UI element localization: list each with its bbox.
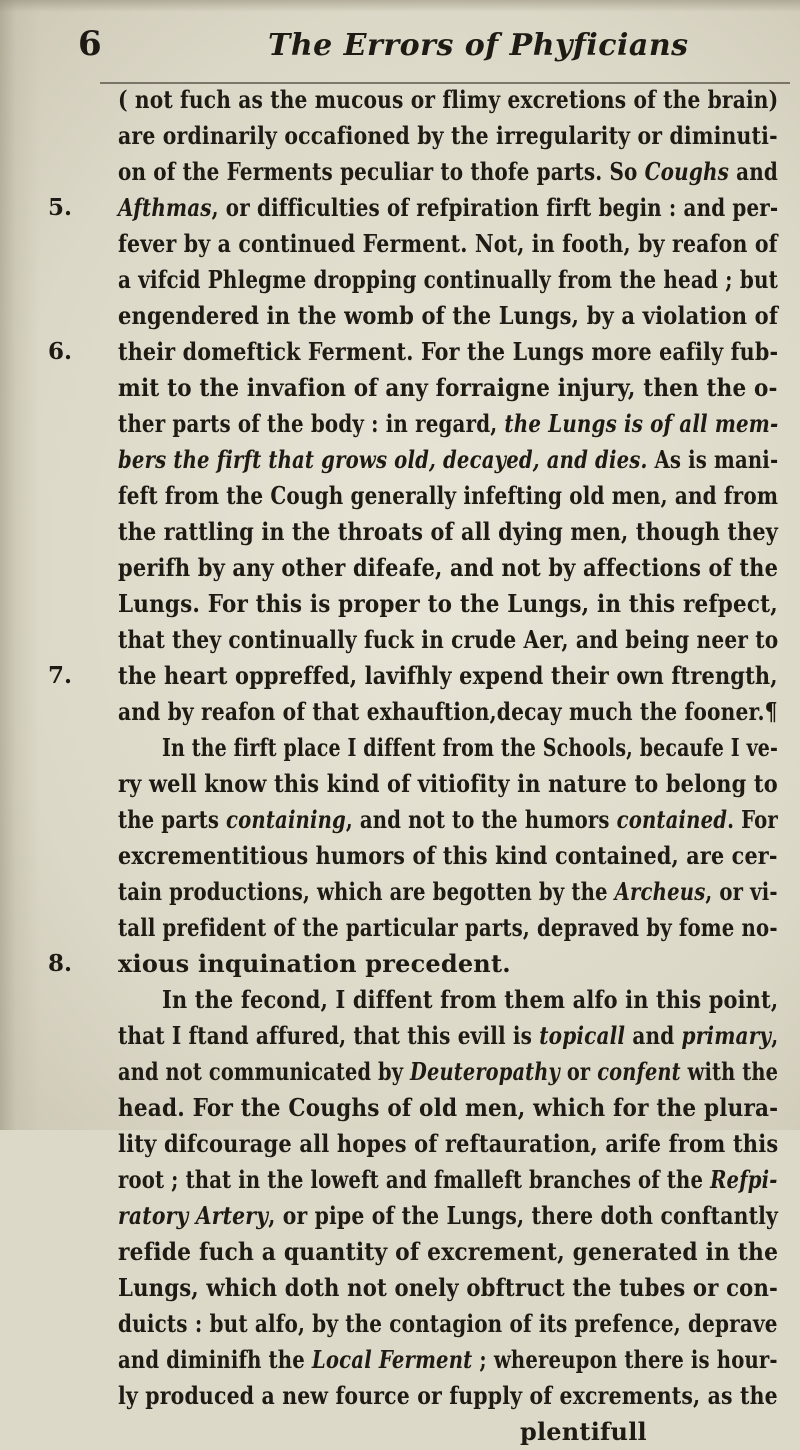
text-run: that I ftand affured, that this evill is: [118, 1021, 540, 1050]
italic-text: ratory Artery: [118, 1201, 269, 1230]
text-line: [118, 1162, 778, 1198]
text-run: lity difcourage all hopes of reftauration, arife from this: [118, 1129, 779, 1158]
text-run: tain productions, which are begotten by the: [118, 877, 615, 906]
text-line: [118, 154, 778, 190]
text-line: [118, 1090, 778, 1126]
text-run: and by reafon of that exhauftion,decay much the fooner.¶: [118, 697, 778, 726]
margin-number: 5.: [48, 194, 73, 221]
text-line: [118, 622, 778, 658]
italic-text: the Lungs is of all mem-: [504, 409, 779, 438]
text-run: and not communicated by: [118, 1057, 411, 1086]
text-run: or: [559, 1057, 598, 1086]
text-run: plentifull: [520, 1417, 647, 1446]
italic-text: contained: [616, 805, 728, 834]
text-line: [118, 82, 778, 118]
text-run: Lungs. For this is proper to the Lungs, in this refpect,: [118, 589, 778, 618]
text-line: [118, 262, 778, 298]
text-line: [118, 802, 778, 838]
text-line: [118, 1054, 778, 1090]
text-run: In the firft place I diffent from the Schools, becaufe I ve-: [162, 733, 779, 762]
italic-text: Coughs: [644, 157, 730, 186]
text-run: root ; that in the loweft and fmalleft branches of the: [118, 1165, 711, 1194]
text-run: , or pipe of the Lungs, there doth conftantly: [268, 1201, 779, 1230]
page-top-shadow: [0, 0, 800, 12]
text-run: ( not fuch as the mucous or flimy excretions of the brain): [118, 85, 779, 114]
text-run: head. For the Coughs of old men, which for the plura-: [118, 1093, 779, 1122]
italic-text: topicall: [539, 1021, 626, 1050]
italic-text: Local Ferment: [311, 1345, 473, 1374]
text-line: [118, 1306, 778, 1342]
text-line: [118, 550, 778, 586]
text-run: , or difficulties of refpiration firft begin : and per-: [211, 193, 779, 222]
text-line: [118, 1270, 778, 1306]
text-line: [118, 406, 778, 442]
text-line: [162, 982, 778, 1018]
text-run: engendered in the womb of the Lungs, by a violation of: [118, 301, 779, 330]
text-run: duicts : but alfo, by the contagion of its prefence, deprave: [118, 1309, 778, 1338]
text-run: are ordinarily occafioned by the irregularity or diminuti-: [118, 121, 778, 150]
text-run: on of the Ferments peculiar to thofe parts. So: [118, 157, 645, 186]
text-run: . For: [727, 805, 778, 834]
text-run: ; whereupon there is hour-: [472, 1345, 778, 1374]
text-line: [118, 442, 778, 478]
text-line: [118, 334, 778, 370]
margin-number: 7.: [48, 662, 73, 689]
text-run: and diminifh the: [118, 1345, 312, 1374]
text-line: [118, 1378, 778, 1414]
text-line: [118, 1018, 778, 1054]
italic-text: primary: [681, 1021, 772, 1050]
text-run: fever by a continued Ferment. Not, in footh, by reafon of: [118, 229, 778, 258]
text-run: , and not to the humors: [345, 805, 617, 834]
margin-number: 8.: [48, 950, 73, 977]
text-line: [118, 874, 778, 910]
text-run: Lungs, which doth not onely obftruct the tubes or con-: [118, 1273, 778, 1302]
text-line: [118, 118, 778, 154]
italic-text: Deuteropathy: [410, 1057, 560, 1086]
text-run: the heart oppreffed, lavifhly expend their own ftrength,: [118, 661, 778, 690]
text-line: [118, 838, 778, 874]
text-run: In the fecond, I diffent from them alfo in this point,: [162, 985, 779, 1014]
text-line: [118, 478, 778, 514]
text-run: the parts: [118, 805, 227, 834]
italic-text: Archeus: [614, 877, 706, 906]
text-line: [118, 766, 778, 802]
text-line: [118, 1198, 778, 1234]
italic-text: containing: [226, 805, 346, 834]
text-line: [118, 658, 778, 694]
text-line: [118, 226, 778, 262]
text-line: [118, 514, 778, 550]
text-run: the rattling in the throats of all dying men, though they: [118, 517, 778, 546]
text-run: ry well know this kind of vitiofity in nature to belong to: [118, 769, 778, 798]
text-run: and: [625, 1021, 682, 1050]
text-run: tall prefident of the particular parts, depraved by fome no-: [118, 913, 778, 942]
text-line: [118, 298, 778, 334]
text-run: a vifcid Phlegme dropping continually from the head ; but: [118, 265, 778, 294]
page-header: [0, 22, 800, 82]
text-line: [118, 1126, 778, 1162]
italic-text: Refpi-: [710, 1165, 778, 1194]
text-run: xious inquination precedent.: [118, 949, 511, 978]
text-line: [118, 910, 778, 946]
page-left-shadow: [0, 0, 40, 1130]
italic-text: confent: [597, 1057, 681, 1086]
text-line: [118, 1342, 778, 1378]
italic-text: bers the firft that grows old, decayed, and dies.: [118, 445, 648, 474]
text-run: refide fuch a quantity of excrement, generated in the: [118, 1237, 779, 1266]
margin-number: 6.: [48, 338, 73, 365]
text-line: [118, 694, 778, 730]
text-line: [118, 370, 778, 406]
text-run: excrementitious humors of this kind contained, are cer-: [118, 841, 778, 870]
text-line: [118, 586, 778, 622]
italic-text: Afthmas: [118, 193, 212, 222]
page-number: 6: [78, 24, 102, 64]
text-run: their domeftick Ferment. For the Lungs more eafily fub-: [118, 337, 779, 366]
text-line: [118, 190, 778, 226]
text-run: ly produced a new fource or fupply of excrements, as the: [118, 1381, 778, 1410]
text-line: [118, 1234, 778, 1270]
text-run: mit to the invafion of any forraigne injury, then the o-: [118, 373, 778, 402]
text-line: [162, 730, 778, 766]
text-run: that they continually fuck in crude Aer, and being neer to: [118, 625, 779, 654]
text-run: , or vi-: [705, 877, 778, 906]
text-run: feft from the Cough generally infefting old men, and from: [118, 481, 779, 510]
text-run: As is mani-: [647, 445, 779, 474]
text-run: and: [729, 157, 779, 186]
text-line: [520, 1414, 647, 1450]
text-line: [118, 946, 511, 982]
running-head: The Errors of Phyficians: [268, 28, 689, 63]
text-run: perifh by any other difeafe, and not by affections of the: [118, 553, 779, 582]
text-run: ,: [771, 1021, 779, 1050]
text-run: with the: [680, 1057, 779, 1086]
text-run: ther parts of the body : in regard,: [118, 409, 505, 438]
